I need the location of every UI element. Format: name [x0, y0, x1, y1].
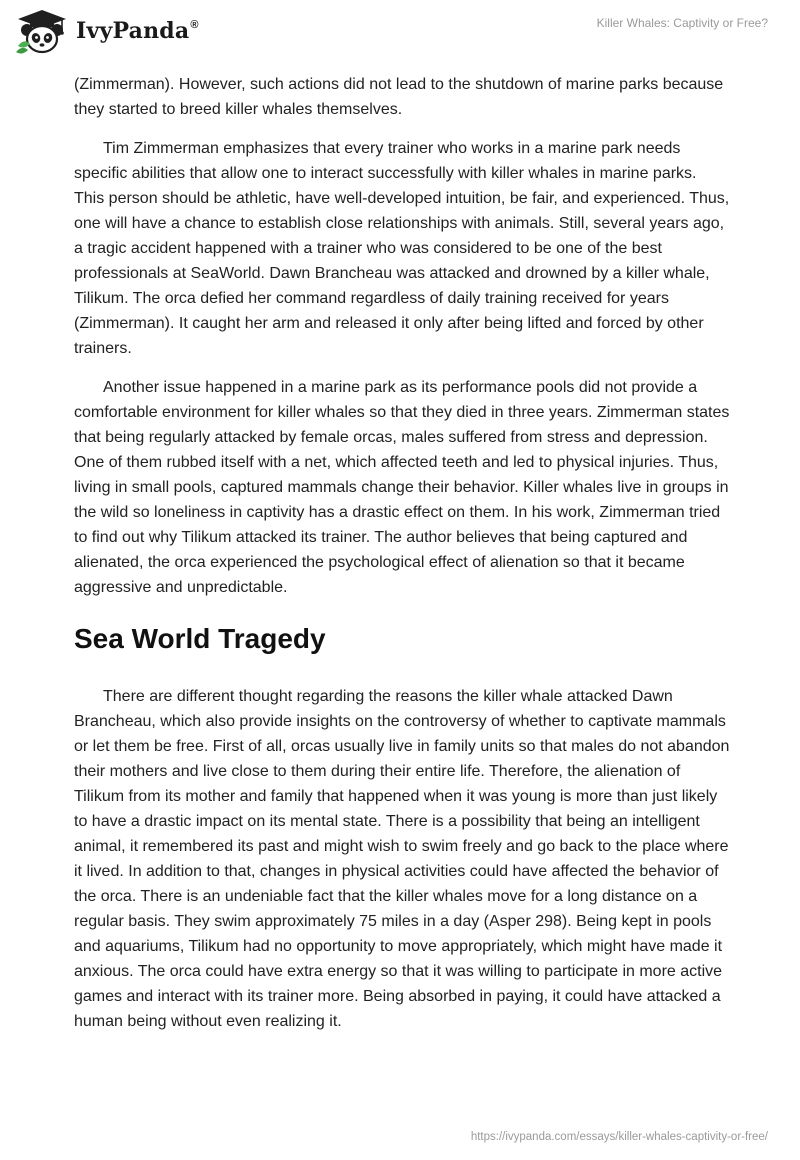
paragraph-1: (Zimmerman). However, such actions did not lead to the shutdown of marine parks because they started to breed killer whales themselves. — [74, 76, 724, 118]
paragraph-2: Tim Zimmerman emphasizes that every trainer who works in a marine park needs specific abilities that allow one to interact successfully with killer whales in marine parks. This person should be athletic, have well-developed intuition, be fair, and experienced. Thus, one will have a chance to establish close relationships with animals. Still, several years ago, a tragic accident happened with a trainer who was considered to be one of the best professionals at SeaWorld. Dawn Brancheau was attacked and drowned by a killer whale, Tilikum. The orca defied her command regardless of daily training received for years (Zimmerman). It caught her arm and released it only after being lifted and forced by other trainers. — [74, 140, 730, 357]
paragraph-4: There are different thought regarding the reasons the killer whale attacked Dawn Brancheau, which also provide insights on the controversy of whether to captivate mammals or let them be free. First of all, orcas usually live in family units so that males do not abandon their mothers and live close to them during their entire life. Therefore, the alienation of Tilikum from its mother and family that happened when it was young is more than just likely to have a drastic impact on its mental state. There is a possibility that being an intelligent animal, it remembered its past and might wish to swim freely and go back to the place where it lived. In addition to that, changes in physical activities could have affected the behavior of the orca. There is an undeniable fact that the killer whales move for a long distance on a regular basis. They swim approximately 75 miles in a day (Asper 298). Being kept in pools and aquariums, Tilikum had no opportunity to move appropriately, which might have made it anxious. The orca could have extra energy so that it was willing to participate in more active games and interact with its trainer more. Being absorbed in paying, it could have attacked a human being without even realizing it. — [74, 688, 730, 1030]
panda-graduation-cap-icon — [14, 8, 70, 54]
brand-name: IvyPanda® — [76, 18, 199, 44]
registered-mark: ® — [190, 19, 199, 31]
document-title: Killer Whales: Captivity or Free? — [596, 16, 768, 30]
essay-content — [74, 72, 730, 1048]
page-header — [0, 0, 800, 62]
ivypanda-logo[interactable] — [14, 8, 199, 54]
source-url[interactable]: https://ivypanda.com/essays/killer-whales-captivity-or-free/ — [470, 1131, 768, 1143]
paragraph-3: Another issue happened in a marine park as its performance pools did not provide a comfortable environment for killer whales so that they died in three years. Zimmerman states that being regularly attacked by female orcas, males suffered from stress and depression. One of them rubbed itself with a net, which affected teeth and led to physical injuries. Thus, living in small pools, captured mammals change their behavior. Killer whales live in groups in the wild so loneliness in captivity has a drastic effect on them. In his work, Zimmerman tried to find out why Tilikum attacked its trainer. The author believes that being captured and alienated, the orca experienced the psychological effect of alienation so that it became aggressive and unpredictable. — [74, 379, 730, 596]
section-heading: Sea World Tragedy — [74, 623, 326, 654]
